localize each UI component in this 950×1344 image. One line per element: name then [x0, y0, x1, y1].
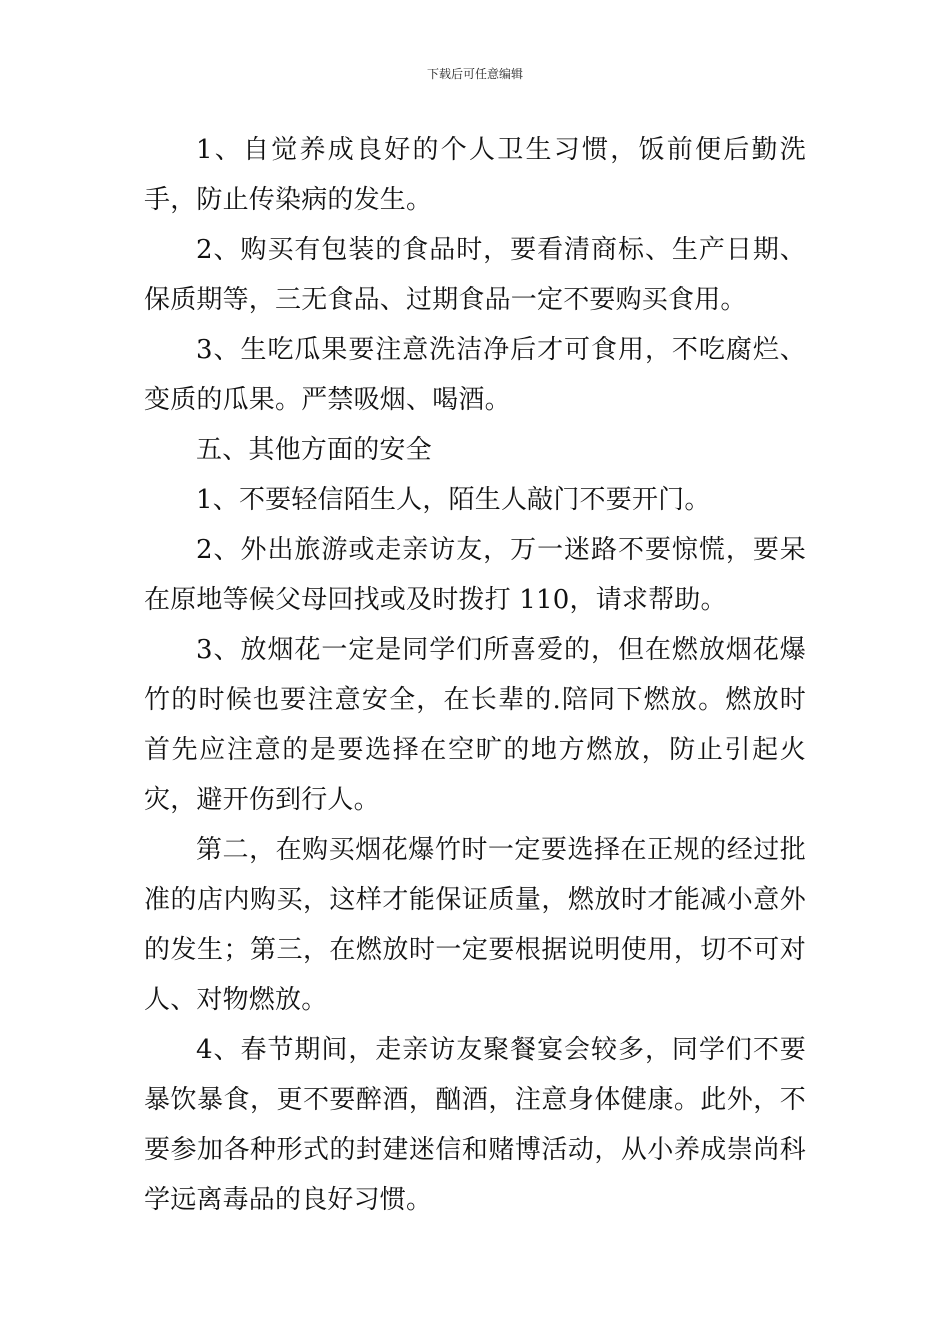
paragraph-getting-lost: 2、外出旅游或走亲访友，万一迷路不要惊慌，要呆在原地等候父母回找或及时拨打 110，请求帮助。 — [144, 535, 806, 615]
section-heading-other-safety: 五、其他方面的安全 — [196, 435, 432, 465]
page-header: 下载后可任意编辑 — [426, 67, 523, 81]
paragraph-strangers: 1、不要轻信陌生人，陌生人敲门不要开门。 — [196, 485, 711, 515]
paragraph-fireworks-safety: 3、放烟花一定是同学们所喜爱的，但在燃放烟花爆竹的时候也要注意安全，在长辈的.陪同下燃放。燃放时首先应注意的是要选择在空旷的地方燃放，防止引起火灾，避开伤到行人。 — [144, 635, 806, 815]
document-body — [144, 125, 806, 1225]
paragraph-packaged-food: 2、购买有包装的食品时，要看清商标、生产日期、保质期等，三无食品、过期食品一定不要购买食用。 — [144, 235, 806, 315]
paragraph-fireworks-purchase: 第二，在购买烟花爆竹时一定要选择在正规的经过批准的店内购买，这样才能保证质量，燃放时才能减小意外的发生；第三，在燃放时一定要根据说明使用，切不可对人、对物燃放。 — [144, 835, 806, 1015]
paragraph-raw-fruit: 3、生吃瓜果要注意洗洁净后才可食用，不吃腐烂、变质的瓜果。严禁吸烟、喝酒。 — [144, 335, 806, 415]
paragraph-spring-festival: 4、春节期间，走亲访友聚餐宴会较多，同学们不要暴饮暴食，更不要醉酒，酗酒，注意身体健康。此外，不要参加各种形式的封建迷信和赌博活动，从小养成崇尚科学远离毒品的良好习惯。 — [144, 1035, 806, 1215]
paragraph-hygiene-habits: 1、自觉养成良好的个人卫生习惯，饭前便后勤洗手，防止传染病的发生。 — [144, 135, 806, 215]
